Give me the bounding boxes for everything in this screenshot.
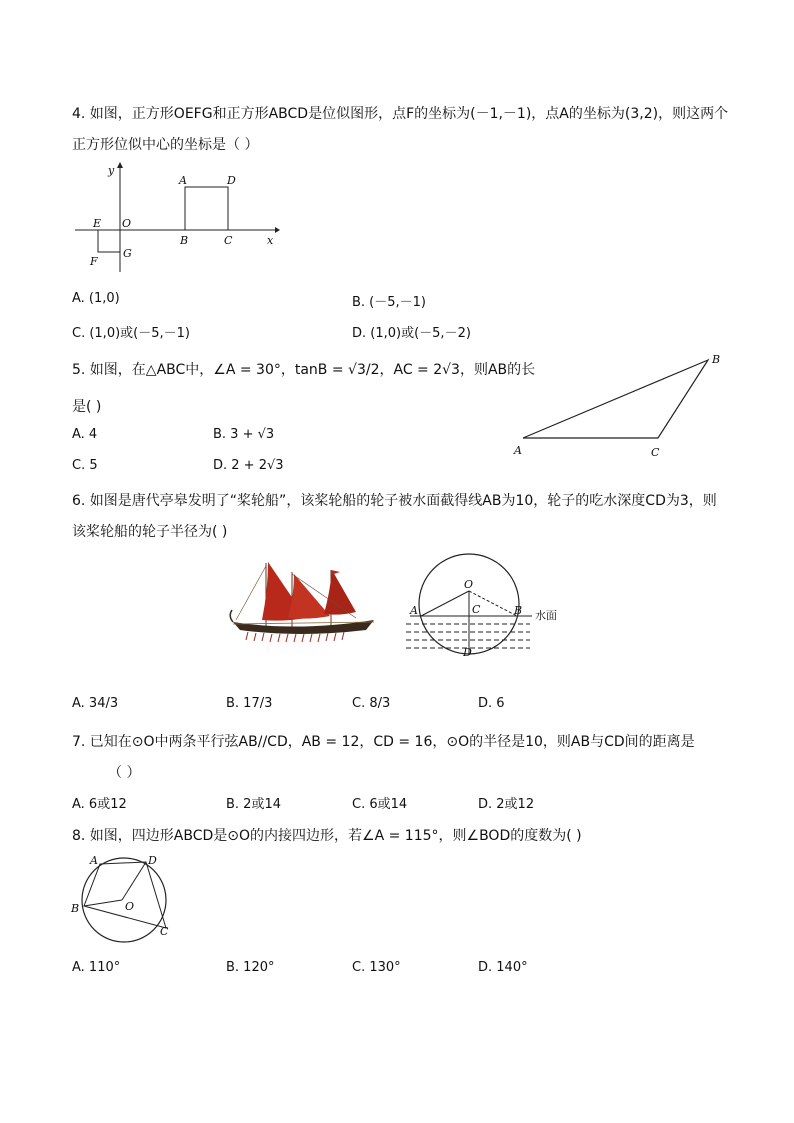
q7-option-a[interactable]: A. 6或12 [72,797,127,812]
q6-stem-line1: 6. 如图是唐代亭皋发明了“桨轮船”，该桨轮船的轮子被水面截得线AB为10，轮子的吃水深度CD为3，则 [72,493,717,509]
q4-label-A: A [179,174,187,187]
q8-option-d[interactable]: D. 140° [478,960,528,975]
q4-label-B: B [180,234,189,247]
q8-stem-line1: 8. 如图，四边形ABCD是⊙O的内接四边形，若∠A = 115°，则∠BOD的度数为( ) [72,828,582,844]
q7-stem-line1: 7. 已知在⊙O中两条平行弦AB//CD，AB = 12，CD = 16，⊙O的半径是10，则AB与CD间的距离是 [72,734,695,750]
q5-option-b[interactable]: B. 3 + √3 [213,427,275,442]
q5-label-B: B [712,353,721,366]
q6-option-d[interactable]: D. 6 [478,696,505,711]
q8-label-B: B [71,902,80,915]
q4-stem-line1: 4. 如图，正方形OEFG和正方形ABCD是位似图形，点F的坐标为(－1,－1)，点A的坐标为(3,2)，则这两个 [72,106,729,122]
q4-label-F: F [90,255,98,268]
q5-option-a[interactable]: A. 4 [72,427,98,442]
q6-option-b[interactable]: B. 17/3 [226,696,273,711]
q8-label-C: C [160,925,169,938]
q6-label-B: B [514,604,523,617]
q4-label-G: G [123,247,132,260]
q7-option-c[interactable]: C. 6或14 [352,797,408,812]
q4-option-a[interactable]: A. (1,0) [72,291,120,306]
q4-option-c[interactable]: C. (1,0)或(－5,－1) [72,326,190,341]
q4-label-E: E [93,217,102,230]
q5-stem-line2: 是( ) [72,399,102,415]
q8-label-O: O [125,900,135,913]
q8-label-D: D [148,854,157,867]
paddle-boat-illustration [228,558,376,643]
q5-option-d[interactable]: D. 2 + 2√3 [213,458,284,473]
q6-wheel-figure [400,540,575,658]
q4-option-b[interactable]: B. (－5,－1) [352,295,427,310]
q6-option-c[interactable]: C. 8/3 [352,696,391,711]
q8-inscribed-quadrilateral-figure [68,850,178,950]
q4-option-d[interactable]: D. (1,0)或(－5,－2) [352,326,471,341]
q4-label-x: x [267,234,274,247]
q4-label-O: O [122,217,132,230]
q6-label-C: C [472,603,481,616]
q6-label-A: A [410,604,418,617]
q8-option-b[interactable]: B. 120° [226,960,275,975]
q6-label-D: D [463,646,472,658]
q4-coordinate-figure [70,160,285,275]
q8-label-A: A [90,854,98,867]
q8-option-a[interactable]: A. 110° [72,960,121,975]
q6-label-water: 水面 [535,609,557,622]
q6-option-a[interactable]: A. 34/3 [72,696,119,711]
q8-option-c[interactable]: C. 130° [352,960,401,975]
q5-label-A: A [514,444,522,457]
q5-option-c[interactable]: C. 5 [72,458,98,473]
q4-label-y: y [108,164,115,177]
q4-label-D: D [227,174,236,187]
q7-option-b[interactable]: B. 2或14 [226,797,281,812]
q6-stem-line2: 该桨轮船的轮子半径为( ) [72,524,228,540]
q5-label-C: C [651,446,660,459]
q5-stem-line1: 5. 如图，在△ABC中，∠A = 30°，tanB = √3/2，AC = 2√3，则AB的长 [72,362,536,378]
q4-stem-line2: 正方形位似中心的坐标是（ ） [72,137,259,153]
q5-triangle-figure [505,345,735,460]
q4-label-C: C [224,234,233,247]
q6-label-O: O [464,578,474,591]
q7-option-d[interactable]: D. 2或12 [478,797,535,812]
q7-stem-line2: （ ） [108,765,141,781]
